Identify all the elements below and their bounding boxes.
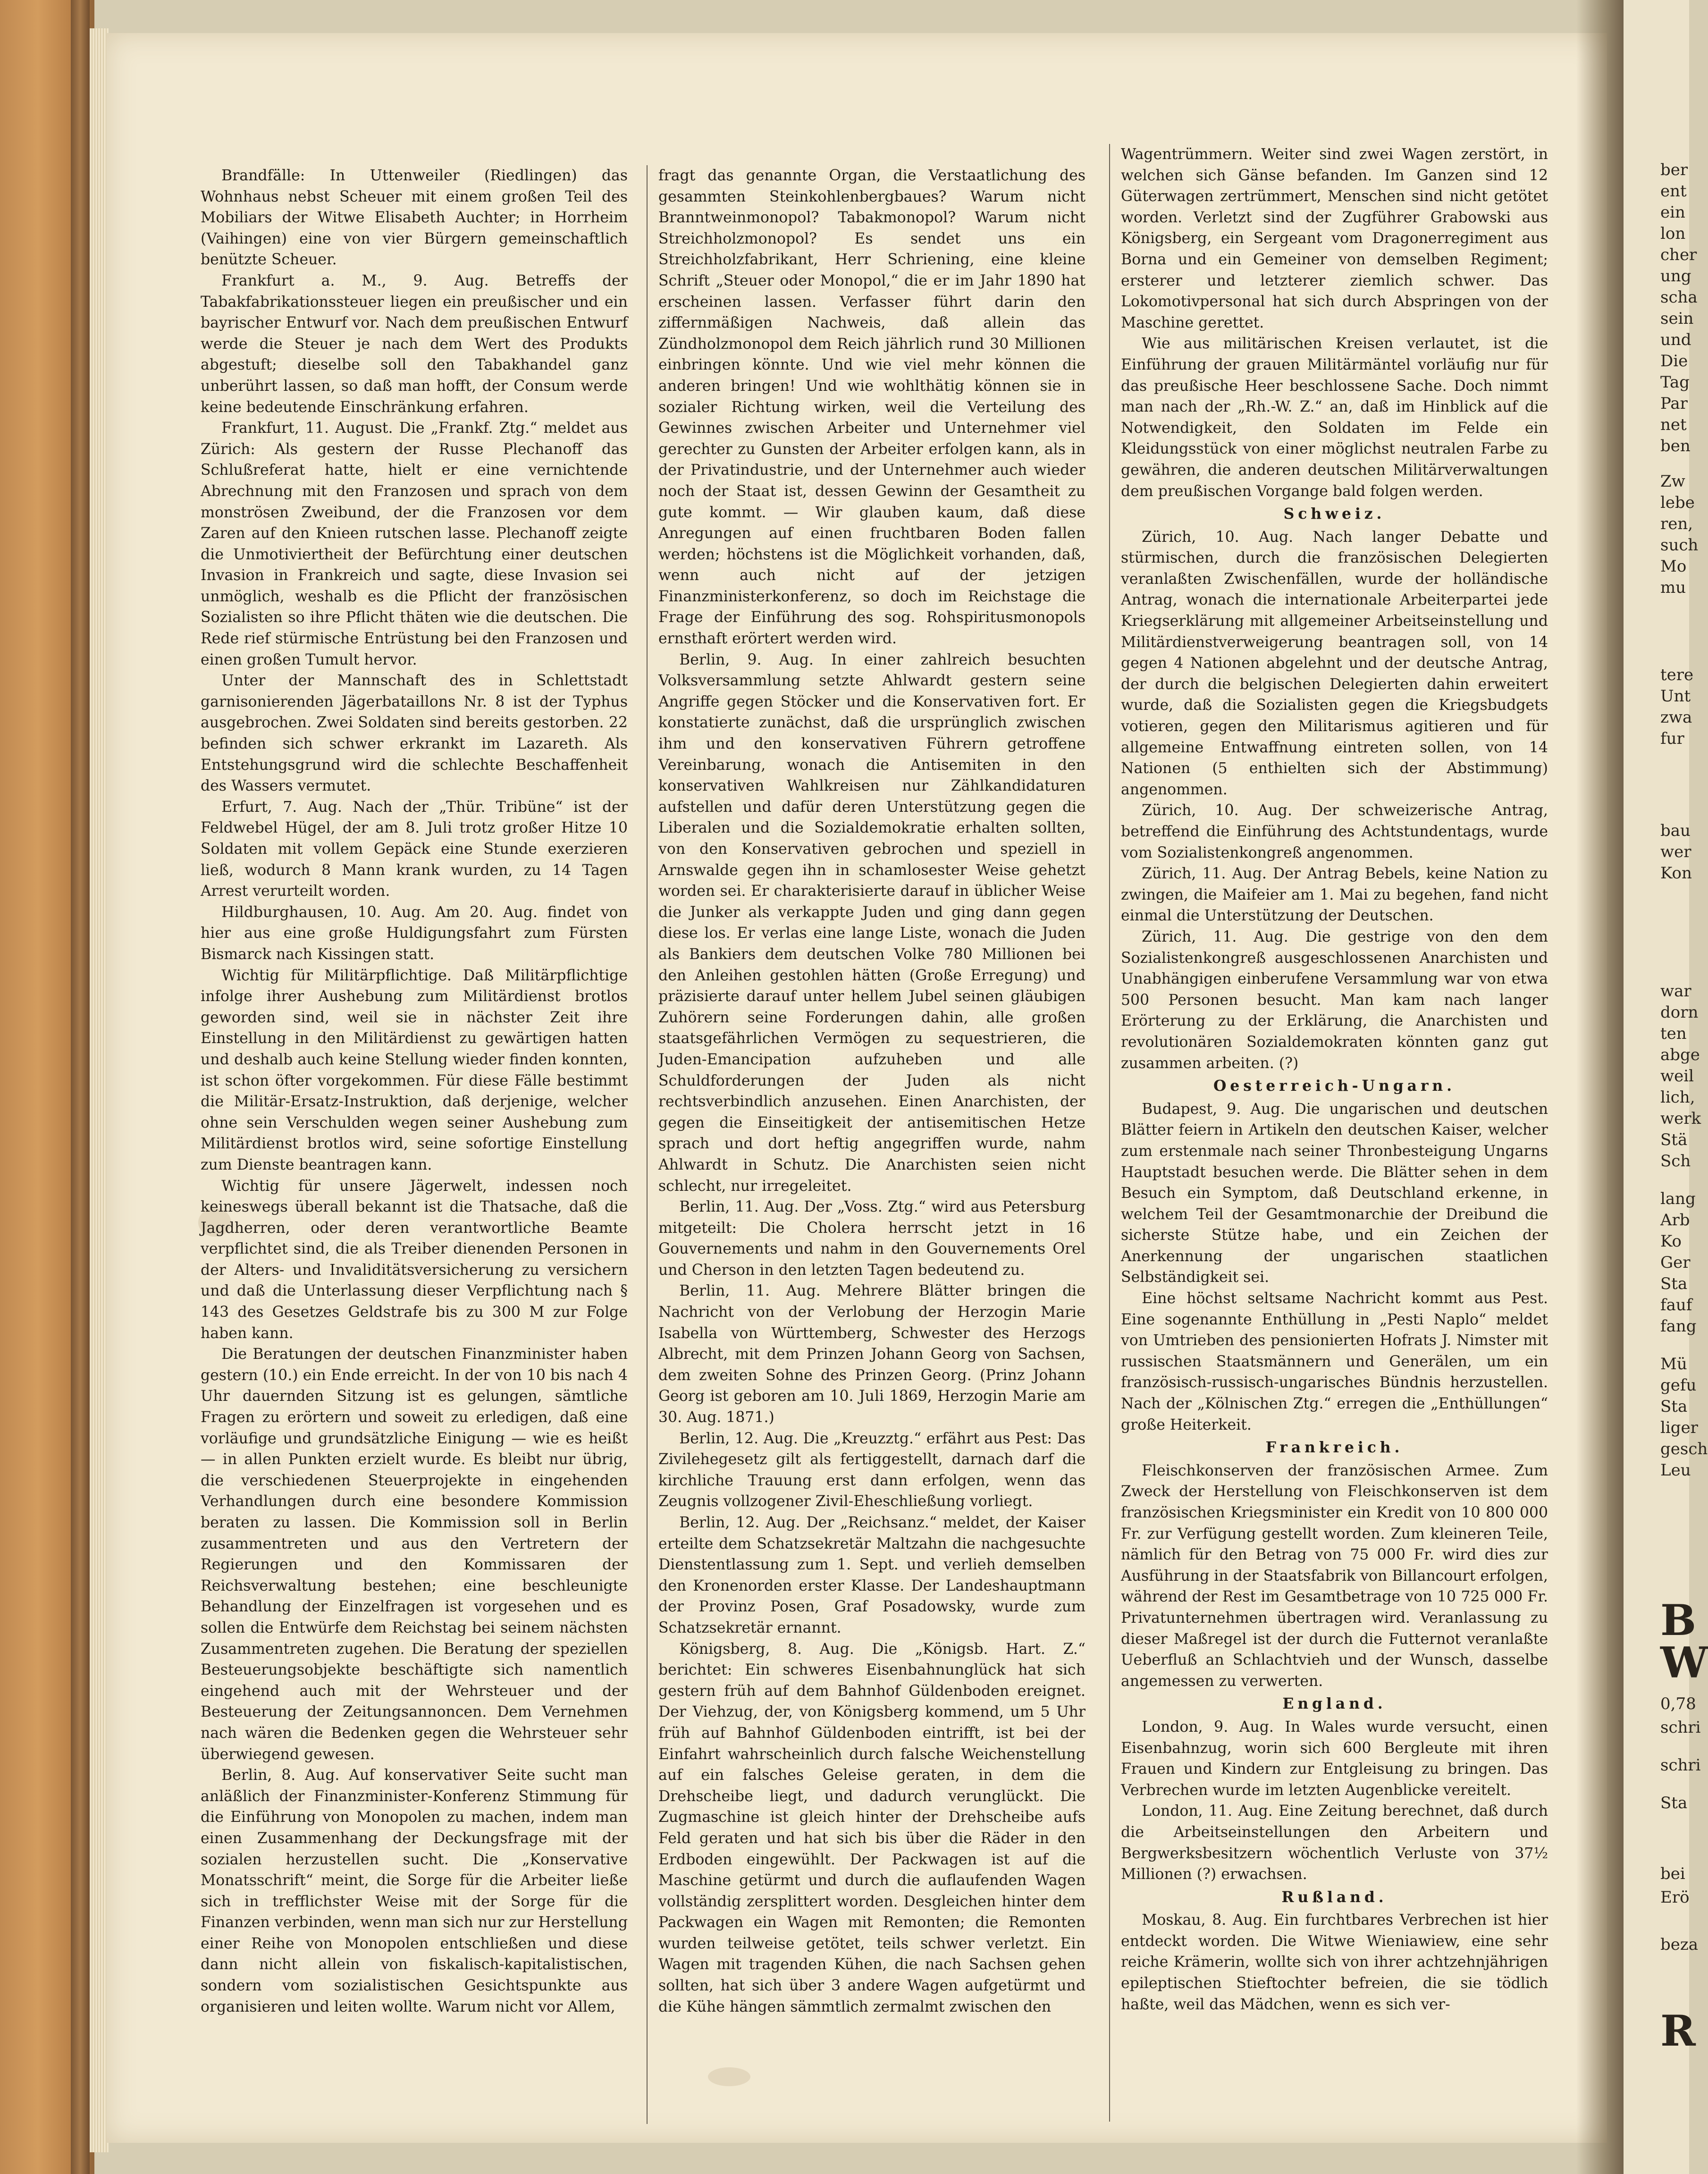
article-paragraph: Berlin, 11. Aug. Mehrere Blätter bringen die Nachricht von der Verlobung der Herzogin Marie Isabella von Württemberg, Schwester des Herzogs Albrecht, mit dem Prinzen Johann Georg von Sachsen, dem zweiten Sohne des Prinzen Georg. (Prinz Johann Georg ist geboren am 10. Juli 1869, Herzogin Marie am 30. Aug. 1871.) xyxy=(658,1282,1085,1426)
next-page-fragment: lebe xyxy=(1660,493,1695,512)
next-page-fragment: lang xyxy=(1660,1189,1696,1208)
next-page-fragment: ten xyxy=(1660,1024,1687,1043)
article-paragraph: Wie aus militärischen Kreisen verlautet, ist die Einführung der grauen Militärmäntel vorläufig nur für das preußische Heer beschlossene Sache. Doch nimmt man nach der „Rh.-W. Z.“ an, daß im Hinblick auf die Notwendigkeit, den Soldaten im Felde ein Kleidungsstück von einer möglichst neutralen Farbe zu gewähren, die anderen deutschen Militärverwaltungen dem preußischen Vorgange bald folgen werden. xyxy=(1121,335,1548,500)
next-page-fragment: schri xyxy=(1660,1718,1701,1737)
article-paragraph: Berlin, 12. Aug. Die „Kreuzztg.“ erfährt aus Pest: Das Zivilehegesetz gilt als fertiggestellt, darnach darf die kirchliche Trauung erst dann erfolgen, wenn das Zeugnis vollzogener Zivil-Eheschließung vorliegt. xyxy=(658,1430,1085,1510)
article-paragraph: London, 9. Aug. In Wales wurde versucht, einen Eisenbahnzug, worin sich 600 Bergleute mit ihren Frauen und Kindern zur Entgleisung zu bringen. Das Verbrechen wurde im letzten Augenblicke vereitelt. xyxy=(1121,1718,1548,1799)
article-paragraph: Berlin, 12. Aug. Der „Reichsanz.“ meldet, der Kaiser erteilte dem Schatzsekretär Maltzahn die nachgesuchte Dienstentlassung zum 1. Sept. und verlieh demselben den Kronenorden erster Klasse. Der Landeshauptmann der Provinz Posen, Graf Posadowsky, wurde zum Schatzsekretär ernannt. xyxy=(658,1514,1085,1636)
next-page-fragment: schri xyxy=(1660,1756,1701,1775)
page-edges xyxy=(90,28,109,2152)
article-paragraph: Zürich, 10. Aug. Der schweizerische Antrag, betreffend die Einführung des Achtstundentags, wurde vom Sozialistenkongreß angenommen. xyxy=(1121,802,1548,861)
next-page-fragment: ben xyxy=(1660,437,1691,455)
next-page-fragment: mu xyxy=(1660,578,1686,597)
next-page-fragment: Ko xyxy=(1660,1232,1682,1251)
next-page-fragment: fauf xyxy=(1660,1296,1692,1315)
next-page-fragment: werk xyxy=(1660,1109,1701,1128)
next-page-fragment: Die xyxy=(1660,352,1688,371)
next-page-fragment: Zw xyxy=(1660,472,1685,491)
next-page-fragment: 0,78 xyxy=(1660,1694,1696,1713)
article-paragraph: Wagentrümmern. Weiter sind zwei Wagen zerstört, in welchen sich Gänse befanden. Im Ganzen sind 12 Güterwagen zertrümmert, Menschen sind nicht getötet worden. Verletzt sind der Zugführer Grabowski aus Königsberg, ein Sergeant vom Dragonerregiment aus Borna und ein Gemeiner von demselben Regiment; ersterer und letzterer ziemlich schwer. Das Lokomotivpersonal hat sich durch Abspringen von der Maschine gerettet. xyxy=(1121,146,1548,331)
next-page-fragment: liger xyxy=(1660,1418,1698,1437)
paper-stain xyxy=(708,2067,750,2086)
next-page-fragment: beza xyxy=(1660,1935,1699,1954)
section-heading: England. xyxy=(1282,1695,1387,1713)
next-page-fragment: sein xyxy=(1660,309,1694,328)
next-page-fragment: Leu xyxy=(1660,1461,1691,1480)
article-paragraph: London, 11. Aug. Eine Zeitung berechnet, daß durch die Arbeitseinstellungen den Arbeitern und Bergwerksbesitzern wöchentlich Verluste von 37½ Millionen (?) erwachsen. xyxy=(1121,1803,1548,1883)
article-paragraph: Die Beratungen der deutschen Finanzminister haben gestern (10.) ein Ende erreicht. In der von 10 bis nach 4 Uhr dauernden Sitzung ist es gelungen, sämtliche Fragen zu erörtern und soweit zu erledigen, daß eine vorläufige und grundsätzliche Einigung — wie es heißt — in allen Punkten erzielt wurde. Es bleibt nur übrig, die verschiedenen Steuerprojekte in eingehenden Verhandlungen durch eine besondere Kommission beraten zu lassen. Die Kommission soll in Berlin zusammentreten und aus den Vertretern der Regierungen und den Kommissaren der Reichsverwaltung bestehen; eine beschleunigte Behandlung der Einzelfragen ist vorgesehen und es sollen die Entwürfe dem Reichstag bei seinem nächsten Zusammentreten zugehen. Die Beratung der speziellen Besteuerungsobjekte beschäftigte sich namentlich eingehend auch mit der Wehrsteuer und der Besteuerung der Zeitungsannoncen. Dem Vernehmen nach wären die Bedenken gegen die Wehrsteuer sehr überwiegend gewesen. xyxy=(201,1346,628,1763)
next-page-fragment: Erö xyxy=(1660,1888,1690,1907)
next-page-fragment: abge xyxy=(1660,1045,1700,1064)
article-paragraph: Frankfurt, 11. August. Die „Frankf. Ztg.“ meldet aus Zürich: Als gestern der Russe Plechanoff das Schlußreferat hatte, hielt er eine vernichtende Abrechnung mit den Franzosen und sprach von dem monströsen Zweibund, der die Franzosen vor dem Zaren auf den Knieen rutschen lasse. Plechanoff zeigte die Unmotiviertheit der Befürchtung einer deutschen Invasion in Frankreich und sagte, diese Invasion sei unmöglich, weshalb es die Pflicht der französischen Sozialisten so ihre Pflicht thäten wie die deutschen. Die Rede rief stürmische Entrüstung bei den Franzosen und einen großen Tumult hervor. xyxy=(201,420,628,668)
column-rule xyxy=(647,165,648,2124)
next-page-fragment: Sch xyxy=(1660,1152,1691,1171)
next-page-fragment: Par xyxy=(1660,394,1688,413)
section-heading: Schweiz. xyxy=(1283,505,1386,523)
binding-spine xyxy=(71,0,90,2174)
article-paragraph: Zürich, 11. Aug. Die gestrige von den dem Sozialistenkongreß ausgeschlossenen Anarchisten und Unabhängigen einberufene Versammlung war von etwa 500 Personen besucht. Man kam nach langer Erörterung zu der Erklärung, die Anarchisten und revolutionären Sozialdemokraten könnten ganz gut zusammen arbeiten. (?) xyxy=(1121,928,1548,1072)
next-page-fragment: bau xyxy=(1660,821,1691,840)
article-paragraph: Budapest, 9. Aug. Die ungarischen und deutschen Blätter feiern in Artikeln den deutschen Kaiser, welcher zum erstenmale nach seiner Thronbesteigung Ungarns Hauptstadt besuchen werde. Die Blätter sehen in dem Besuch ein Symptom, daß Deutschland erkenne, in welchem Teil der Gesamtmonarchie der Dreibund die sicherste Stütze habe, und ein Zeichen der Anerkennung der ungarischen staatlichen Selbständigkeit sei. xyxy=(1121,1100,1548,1286)
article-paragraph: fragt das genannte Organ, die Verstaatlichung des gesammten Steinkohlenbergbaues? Warum nicht Branntweinmonopol? Tabakmonopol? Warum nicht Streichholzmonopol? Es sendet uns ein Streichholzfabrikant, Herr Schriening, eine kleine Schrift „Steuer oder Monopol,“ die er im Jahr 1890 hat erscheinen lassen. Verfasser führt darin den ziffernmäßigen Nachweis, daß allein das Zündholzmonopol dem Reich jährlich rund 30 Millionen einbringen könnte. Und wie viel mehr können die anderen bringen! Und wie wohlthätig können sie in sozialer Richtung wirken, weil die Verteilung des Gewinnes zwischen Arbeiter und Unternehmer viel gerechter zu Gunsten der Arbeiter erfolgen kann, als in der Privatindustrie, und der Unternehmer auch wieder noch der Staat ist, dessen Gewinn der Gesamtheit zu gute kommt. — Wir glauben kaum, daß diese Anregungen auf einen fruchtbaren Boden fallen werden; höchstens ist die Möglichkeit vorhanden, daß, wenn auch nicht auf der jetzigen Finanzministerkonferenz, so doch im Reichstage die Frage der Einführung des sog. Rohspiritusmonopols ernsthaft erörtert werden wird. xyxy=(658,167,1085,648)
next-page-fragment: bei xyxy=(1660,1864,1685,1883)
article-paragraph: Zürich, 11. Aug. Der Antrag Bebels, keine Nation zu zwingen, die Maifeier am 1. Mai zu begehen, fand nicht einmal die Unterstützung der Deutschen. xyxy=(1121,865,1548,925)
next-page-fragment: cher xyxy=(1660,245,1697,264)
next-page-fragment: Sta xyxy=(1660,1397,1688,1416)
next-page-fragment: gefu xyxy=(1660,1376,1697,1395)
next-page-fragment: scha xyxy=(1660,288,1698,307)
next-page-edge xyxy=(1624,0,1708,2174)
article-paragraph: Wichtig für Militärpflichtige. Daß Militärpflichtige infolge ihrer Aushebung zum Militärdienst brotlos geworden sind, weil sie in nächster Zeit ihre Einstellung in den Militärdienst zu gewärtigen hatten und deshalb auch keine Stellung wieder finden konnten, ist schon öfter vorgekommen. Für diese Fälle bestimmt die Militär-Ersatz-Instruktion, daß derjenige, welcher ohne sein Verschulden wegen seiner Aushebung zum Militärdienst brotlos wird, seine sofortige Einstellung zum Dienste beantragen kann. xyxy=(201,967,628,1173)
next-page-fragment: ren, xyxy=(1660,514,1693,533)
article-paragraph: Zürich, 10. Aug. Nach langer Debatte und stürmischen, durch die französischen Delegierten veranlaßten Zwischenfällen, wurde der holländische Antrag, wonach die internationale Arbeiterpartei jede Kriegserklärung mit allgemeiner Arbeitseinstellung und Militärdienstverweigerung beantragen soll, von 14 gegen 4 Nationen abgelehnt und der deutsche Antrag, der durch die belgischen Delegierten dahin erweitert wurde, daß die Sozialisten gegen die Kriegsbudgets votieren, gegen den Militarismus agitieren und für allgemeine Entwaffnung eintreten sollen, von 14 Nationen (5 enthielten sich der Abstimmung) angenommen. xyxy=(1121,528,1548,798)
next-page-fragment: Arb xyxy=(1660,1211,1690,1230)
next-page-fragment: ung xyxy=(1660,267,1691,286)
article-paragraph: Königsberg, 8. Aug. Die „Königsb. Hart. Z.“ berichtet: Ein schweres Eisenbahnunglück hat sich gestern früh auf dem Bahnhof Güldenboden ereignet. Der Viehzug, der, von Königsberg kommend, um 5 Uhr früh auf Bahnhof Güldenboden eintrifft, ist bei der Einfahrt wahrscheinlich durch falsche Weichenstellung auf ein falsches Geleise geraten, in dem die Drehscheibe liegt, und dadurch verunglückt. Die Zugmaschine ist gleich hinter der Drehscheibe aufs Feld geraten und hat sich bis über die Räder in den Erdboden eingewühlt. Der Packwagen ist auf die Maschine getürmt und durch die auflaufenden Wagen vollständig zersplittert worden. Desgleichen hinter dem Packwagen ein Wagen mit Remonten; die Remonten wurden teilweise getötet, teils schwer verletzt. Ein Wagen mit tragenden Kühen, die nach Sachsen gehen sollten, hat sich über 3 andere Wagen aufgetürmt und die Kühe hängen sämmtlich zermalmt zwischen den xyxy=(658,1640,1085,2015)
next-page-fragment: Unt xyxy=(1660,687,1691,706)
next-page-fragment: R xyxy=(1660,2006,1696,2056)
next-page-fragment: weil xyxy=(1660,1067,1694,1086)
next-page-fragment: Ger xyxy=(1660,1253,1691,1272)
section-heading: Rußland. xyxy=(1281,1888,1388,1906)
article-paragraph: Frankfurt a. M., 9. Aug. Betreffs der Tabakfabrikationssteuer liegen ein preußischer und ein bayrischer Entwurf vor. Nach dem preußischen Entwurf werde die Steuer je nach dem Wert des Produkts abgestuft; dieselbe soll den Tabakhandel ganz unberührt lassen, so daß man hofft, der Consum werde keine bedeutende Einschränkung erfahren. xyxy=(201,272,628,416)
article-paragraph: Erfurt, 7. Aug. Nach der „Thür. Tribüne“ ist der Feldwebel Hügel, der am 8. Juli trotz großer Hitze 10 Soldaten mit vollem Gepäck eine Stunde exerzieren ließ, wodurch 8 Mann krank wurden, zu 14 Tagen Arrest verurteilt worden. xyxy=(201,798,628,900)
next-page-fragment: lon xyxy=(1660,224,1686,243)
next-page-fragment: zwa xyxy=(1660,708,1692,727)
section-heading: Oesterreich-Ungarn. xyxy=(1213,1077,1456,1095)
next-page-fragment: dorn xyxy=(1660,1003,1699,1022)
gutter-shadow xyxy=(1576,0,1628,2174)
column-2 xyxy=(658,165,1085,2017)
section-heading: Frankreich. xyxy=(1265,1439,1404,1457)
next-page-fragment: Tag xyxy=(1660,373,1690,392)
column-rule xyxy=(1109,144,1110,2122)
article-paragraph: Unter der Mannschaft des in Schlettstadt garnisonierenden Jägerbataillons Nr. 8 ist der Typhus ausgebrochen. Zwei Soldaten sind bereits gestorben. 22 befinden sich schwer erkrankt im Lazareth. Als Entstehungsgrund wird die schlechte Beschaffenheit des Wassers vermutet. xyxy=(201,672,628,795)
next-page-fragment: fang xyxy=(1660,1317,1697,1336)
next-page-fragment: Stä xyxy=(1660,1130,1688,1149)
next-page-fragment: wer xyxy=(1660,843,1691,861)
article-paragraph: Wichtig für unsere Jägerwelt, indessen noch keineswegs überall bekannt ist die Thatsache, daß die Jagdherren, oder deren verantwortliche Beamte verpflichtet sind, die als Treiber dienenden Personen in der Alters- und Invaliditätsversicherung zu versichern und daß die Unterlassung dieser Verpflichtung nach § 143 des Gesetzes Geldstrafe bis zu 300 M zur Folge haben kann. xyxy=(201,1177,628,1342)
column-1 xyxy=(201,165,628,2017)
next-page-fragment: W xyxy=(1660,1638,1708,1688)
next-page-fragment: und xyxy=(1660,330,1691,349)
article-paragraph: Brandfälle: In Uttenweiler (Riedlingen) das Wohnhaus nebst Scheuer mit einem großen Teil des Mobiliars der Witwe Elisabeth Auchter; in Horrheim (Vaihingen) eine von vier Bürgern gemeinschaftlich benützte Scheuer. xyxy=(201,167,628,269)
column-3 xyxy=(1121,144,1548,2015)
article-paragraph: Berlin, 11. Aug. Der „Voss. Ztg.“ wird aus Petersburg mitgeteilt: Die Cholera herrscht jetzt in 16 Gouvernements und nahm in den Gouvernements Orel und Cherson in den letzten Tagen bedeutend zu. xyxy=(658,1198,1085,1279)
next-page-fragment: ein xyxy=(1660,203,1685,222)
article-paragraph: Berlin, 9. Aug. In einer zahlreich besuchten Volksversammlung setzte Ahlwardt gestern seine Angriffe gegen Stöcker und die Konservativen fort. Er konstatierte zunächst, daß die ursprünglich zwischen ihm und den konservativen Führern getroffene Vereinbarung, wonach die Antisemiten in den konservativen Wahlkreisen nur Zählkandidaturen aufstellen und dafür deren Unterstützung gegen die Liberalen und die Sozialdemokratie erhalten sollten, von den Konservativen gebrochen und speziell in Arnswalde gegen ihn in schamlosester Weise gehetzt worden sei. Er charakterisierte darauf in üblicher Weise die Junker als verkappte Juden und ging dann gegen diese los. Er verlas eine lange Liste, wonach die Juden als Bankiers dem deutschen Volke 780 Millionen bei den Anleihen gestohlen hätten (Große Erregung) und präzisierte darauf unter hellem Jubel seinen gläubigen Zuhörern seine Forderungen dahin, alle großen staatsgefährlichen Vermögen zu sequestrieren, die Juden-Emancipation aufzuheben und alle Schuldforderungen der Juden als nicht rechtsverbindlich anzusehen. Einen Anarchisten, der gegen die Einseitigkeit der antisemitischen Hetze sprach und dort heftig angegriffen wurde, nahm Ahlwardt in Schutz. Die Anarchisten seien nicht schlecht, nur irregeleitet. xyxy=(658,651,1085,1195)
article-paragraph: Hildburghausen, 10. Aug. Am 20. Aug. findet von hier aus eine große Huldigungsfahrt zum Fürsten Bismarck nach Kissingen statt. xyxy=(201,903,628,963)
next-page-fragment: Sta xyxy=(1660,1794,1688,1812)
next-page-fragment: Mü xyxy=(1660,1355,1687,1373)
next-page-fragment: war xyxy=(1660,982,1691,1001)
next-page-fragment: Mo xyxy=(1660,557,1687,576)
next-page-fragment: lich, xyxy=(1660,1088,1695,1107)
article-paragraph: Fleischkonserven der französischen Armee. Zum Zweck der Herstellung von Fleischkonserven ist dem französischen Kriegsminister ein Kredit von 10 800 000 Fr. zur Verfügung gestellt worden. Zum kleineren Teile, nämlich für den Betrag von 75 000 Fr. wird dies zur Ausführung in der Staatsfabrik von Billancourt erfolgen, während der Rest im Gesamtbetrage von 10 725 000 Fr. Privatunternehmen übertragen wird. Veranlassung zu dieser Maßregel ist der durch die Futternot veranlaßte Ueberfluß an Schlachtvieh und der Wunsch, dasselbe angemessen zu verwerten. xyxy=(1121,1462,1548,1690)
next-page-fragment: ber xyxy=(1660,160,1688,179)
next-page-fragment: B xyxy=(1660,1595,1697,1645)
next-page-fragment: ent xyxy=(1660,182,1687,201)
next-page-fragment: Sta xyxy=(1660,1274,1688,1293)
article-paragraph: Moskau, 8. Aug. Ein furchtbares Verbrechen ist hier entdeckt worden. Die Witwe Wieniawiew, eine sehr reiche Krämerin, wollte sich von ihrer achtzehnjährigen epileptischen Stieftochter befreien, die sie tödlich haßte, weil das Mädchen, wenn es sich ver- xyxy=(1121,1912,1548,2013)
next-page-fragment: Kon xyxy=(1660,864,1692,883)
article-paragraph: Berlin, 8. Aug. Auf konservativer Seite sucht man anläßlich der Finanzminister-Konferenz Stimmung für die Einführung von Monopolen zu machen, indem man einen Zusammenhang der Deckungsfrage mit der sozialen herzustellen sucht. Die „Konservative Monatsschrift“ meint, die Sorge für die Arbeiter ließe sich in trefflichster Weise mit der Sorge für die Finanzen verbinden, wenn man sich nur zur Herstellung einer Reihe von Monopolen entschließen und diese dann nicht allein von fiskalisch-kapitalistischen, sondern vom sozialistischen Gesichtspunkte aus organisieren und leiten wollte. Warum nicht vor Allem, xyxy=(201,1767,628,2015)
next-page-fragment: such xyxy=(1660,536,1699,555)
next-page-fragment: tere xyxy=(1660,666,1694,684)
next-page-fragment: net xyxy=(1660,415,1687,434)
next-page-fragment: gesch xyxy=(1660,1440,1708,1458)
next-page-fragment: fur xyxy=(1660,729,1684,748)
article-paragraph: Eine höchst seltsame Nachricht kommt aus Pest. Eine sogenannte Enthüllung in „Pesti Naplo“ meldet von Umtrieben des pensionierten Hofrats J. Nimster mit russischen Staatsmännern und Generälen, um ein französisch-russisch-ungarisches Bündnis herzustellen. Nach der „Kölnischen Ztg.“ erregen die „Enthüllungen“ große Heiterkeit. xyxy=(1121,1290,1548,1433)
